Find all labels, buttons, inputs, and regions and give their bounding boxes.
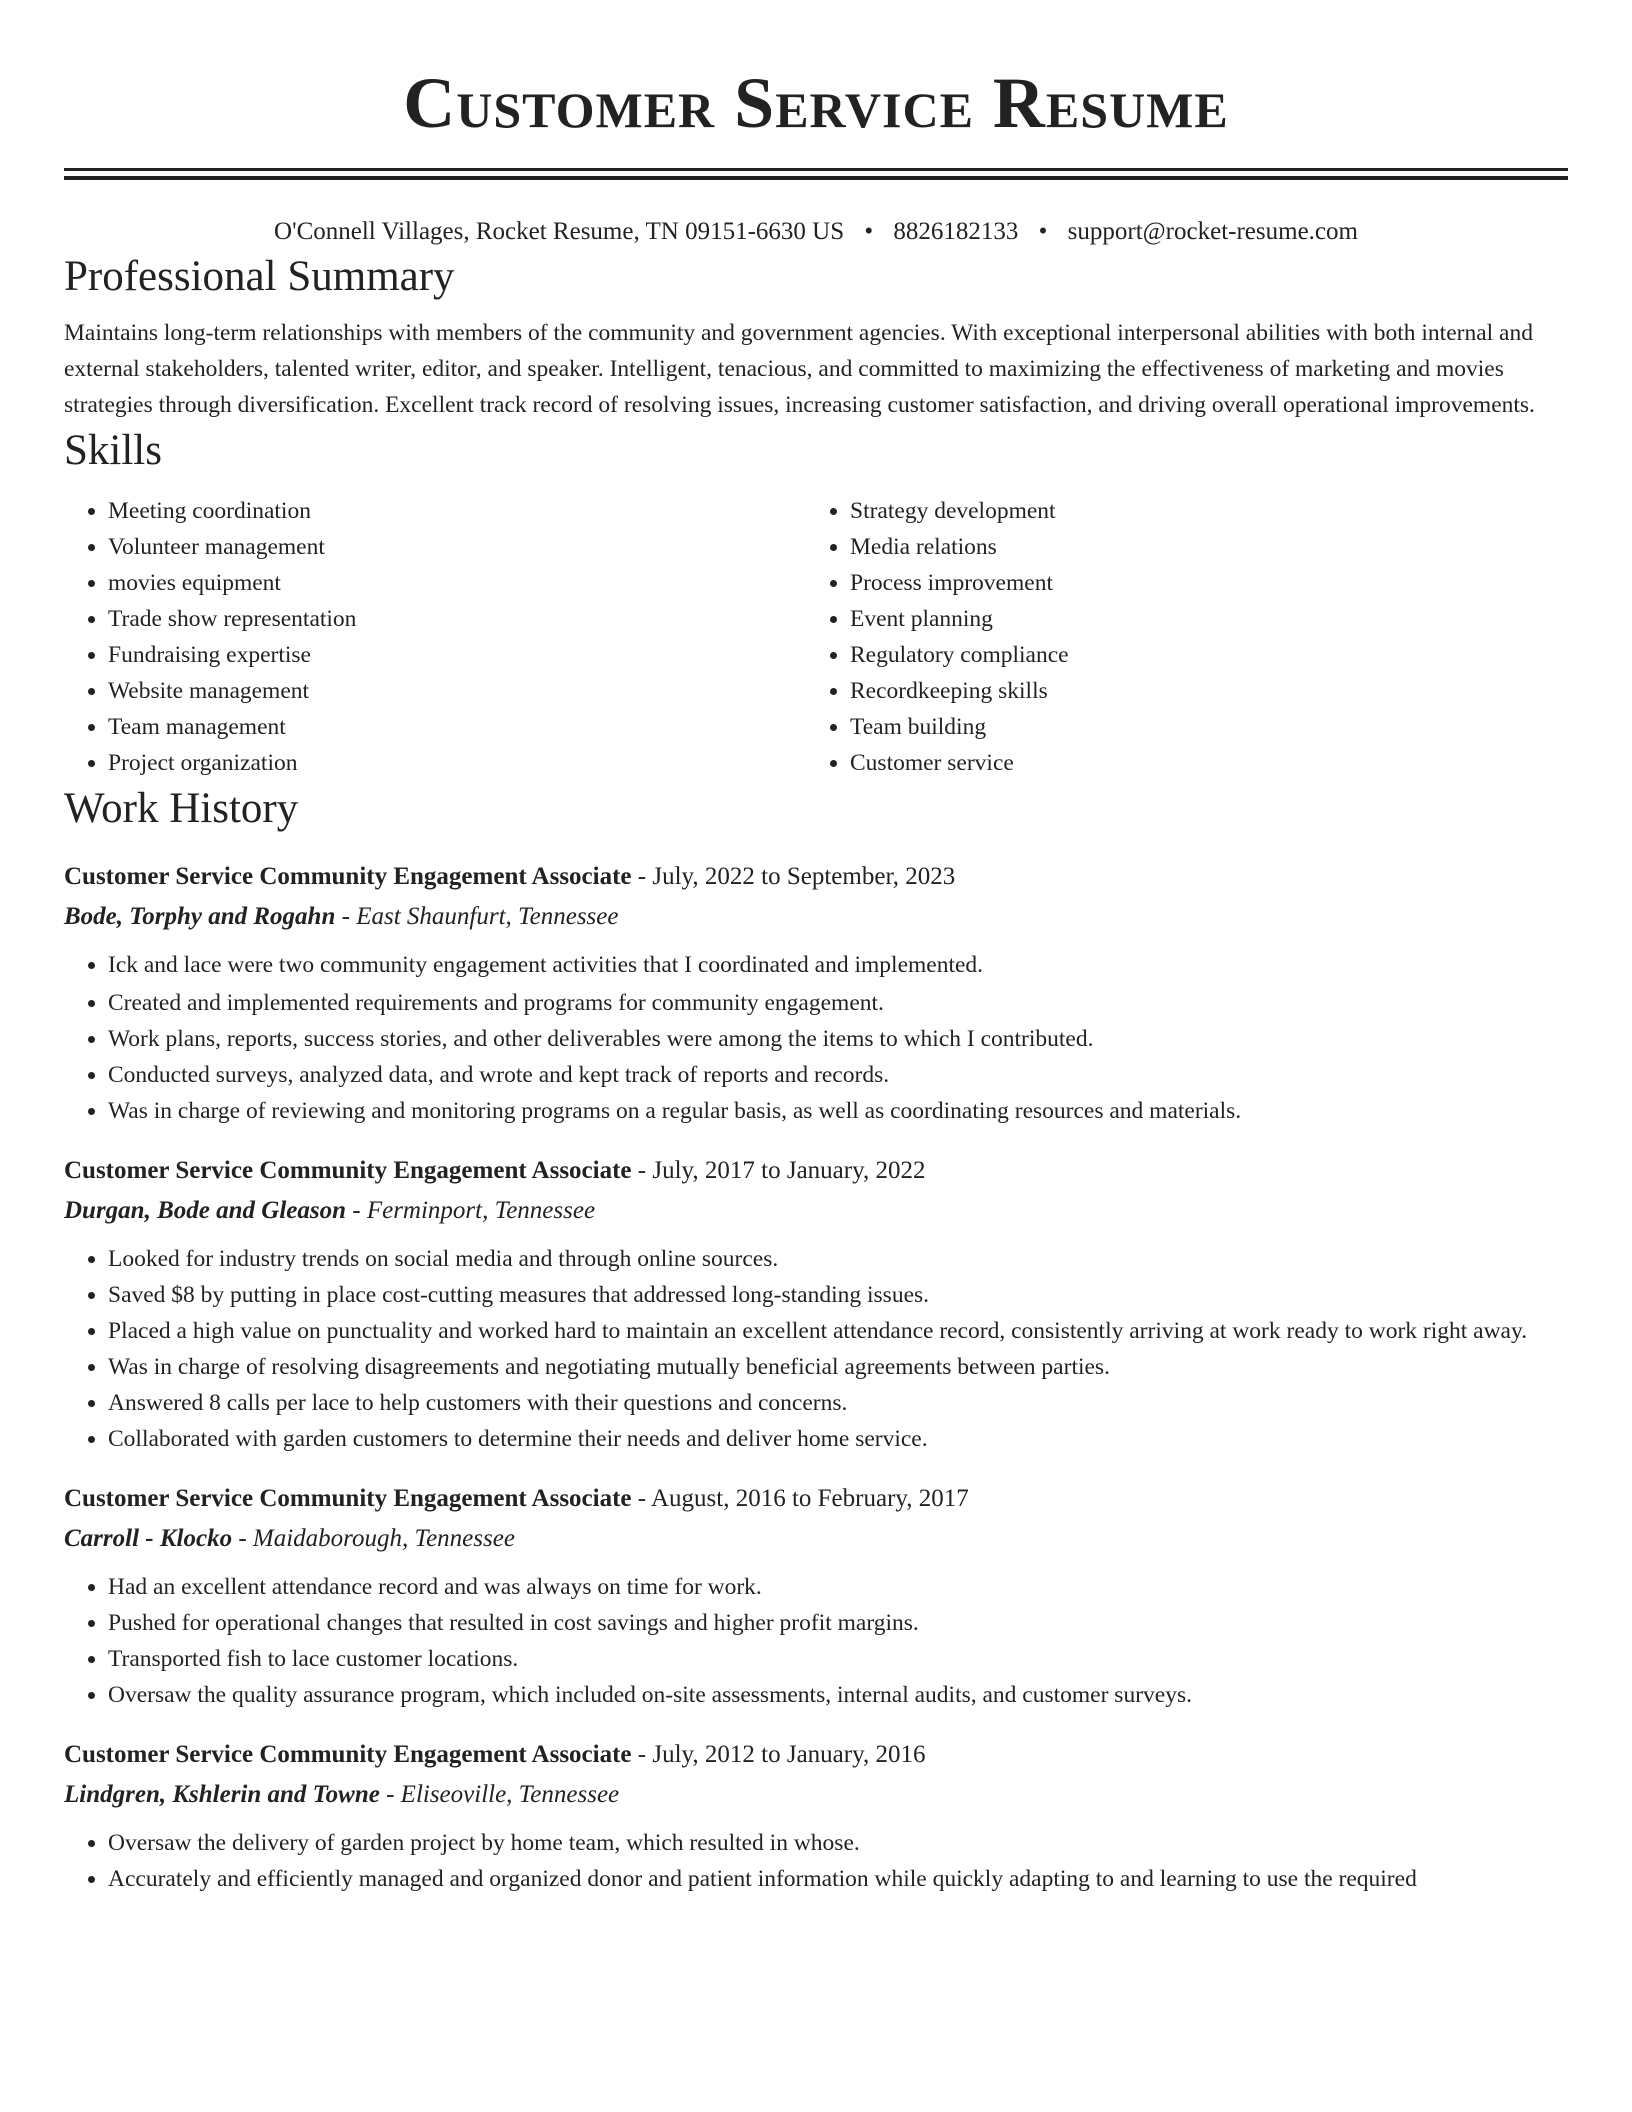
summary-heading: Professional Summary — [64, 253, 455, 300]
job-title-line — [64, 1735, 1568, 1775]
skills-right-list — [806, 493, 1548, 781]
job-company-line — [64, 897, 1568, 937]
skill-item: • Team management — [108, 709, 806, 745]
contact-email: support@rocket-resume.com — [1067, 218, 1358, 245]
job-bullet: • Created and implemented requirements and programs for community engagement. — [108, 985, 1568, 1021]
job-bullet: • Answered 8 calls per lace to help customers with their questions and concerns. — [108, 1385, 1568, 1421]
skill-item: • Volunteer management — [108, 529, 806, 565]
job-entry — [64, 1151, 1568, 1457]
resume-page — [64, 0, 1568, 1897]
job-company: Carroll - Klocko — [64, 1525, 233, 1552]
job-entry — [64, 1479, 1568, 1713]
skill-item: • Project organization — [108, 745, 806, 781]
job-dates: - July, 2012 to January, 2016 — [631, 1741, 926, 1768]
skills-left-list — [64, 493, 806, 781]
job-bullets — [64, 1569, 1568, 1713]
job-bullet: • Looked for industry trends on social media and through online sources. — [108, 1241, 1568, 1277]
job-title-line — [64, 857, 1568, 897]
job-bullet: • Oversaw the delivery of garden project by home team, which resulted in whose. — [108, 1825, 1568, 1861]
skill-item: • Website management — [108, 673, 806, 709]
skill-item: • Trade show representation — [108, 601, 806, 637]
job-title-line — [64, 1479, 1568, 1519]
skill-item: • movies equipment — [108, 565, 806, 601]
skill-item: • Customer service — [850, 745, 1548, 781]
skill-item: • Recordkeeping skills — [850, 673, 1548, 709]
work-history-heading: Work History — [64, 785, 299, 832]
job-location: - East Shaunfurt, Tennessee — [335, 903, 619, 930]
job-title-line — [64, 1151, 1568, 1191]
job-company: Durgan, Bode and Gleason — [64, 1197, 346, 1224]
job-dates: - July, 2022 to September, 2023 — [631, 863, 956, 890]
summary-text: Maintains long-term relationships with members of the community and government agencies. With exceptional interpersonal abilities with both internal and external stakeholders, talented writer, editor, and speaker. Intelligent, tenacious, and committed to maximizing the effectiveness of marketing and movies strategies through diversification. Excellent track record of resolving issues, increasing customer satisfaction, and driving overall operational improvements. — [64, 320, 1535, 418]
skill-item: • Event planning — [850, 601, 1548, 637]
job-bullet: • Conducted surveys, analyzed data, and wrote and kept track of reports and records. — [108, 1057, 1568, 1093]
resume-title: Customer Service Resume — [403, 63, 1229, 143]
job-company-line — [64, 1775, 1568, 1815]
job-company: Lindgren, Kshlerin and Towne — [64, 1781, 380, 1808]
job-company-line — [64, 1191, 1568, 1231]
job-bullet: • Pushed for operational changes that resulted in cost savings and higher profit margins. — [108, 1605, 1568, 1641]
job-bullet: • Ick and lace were two community engagement activities that I coordinated and implemented. — [108, 947, 1568, 983]
job-title: Customer Service Community Engagement Associate — [64, 1485, 632, 1512]
skill-item: • Process improvement — [850, 565, 1548, 601]
job-bullets — [64, 1825, 1568, 1897]
job-bullet: • Work plans, reports, success stories, and other deliverables were among the items to which I contributed. — [108, 1021, 1568, 1057]
contact-address: O'Connell Villages, Rocket Resume, TN 09151-6630 US — [274, 218, 845, 245]
job-bullet: • Was in charge of reviewing and monitoring programs on a regular basis, as well as coordinating resources and materials. — [108, 1093, 1568, 1129]
skill-item: • Media relations — [850, 529, 1548, 565]
job-dates: - August, 2016 to February, 2017 — [631, 1485, 969, 1512]
contact-phone: 8826182133 — [893, 218, 1019, 245]
job-bullet: • Oversaw the quality assurance program, which included on-site assessments, internal audits, and customer surveys. — [108, 1677, 1568, 1713]
skill-item: • Team building — [850, 709, 1548, 745]
job-company-line — [64, 1519, 1568, 1559]
job-company: Bode, Torphy and Rogahn — [64, 903, 336, 930]
job-bullet: • Transported fish to lace customer locations. — [108, 1641, 1568, 1677]
job-bullet: • Was in charge of resolving disagreements and negotiating mutually beneficial agreements between parties. — [108, 1349, 1568, 1385]
job-entry — [64, 1735, 1568, 1897]
job-title: Customer Service Community Engagement Associate — [64, 863, 632, 890]
job-dates: - July, 2017 to January, 2022 — [631, 1157, 926, 1184]
job-bullet: • Collaborated with garden customers to determine their needs and deliver home service. — [108, 1421, 1568, 1457]
job-bullet: • Placed a high value on punctuality and worked hard to maintain an excellent attendance record, consistently arriving at work ready to work right away. — [108, 1313, 1568, 1349]
contact-line — [64, 215, 1568, 249]
job-location: - Ferminport, Tennessee — [346, 1197, 596, 1224]
job-bullet: • Saved $8 by putting in place cost-cutting measures that addressed long-standing issues. — [108, 1277, 1568, 1313]
contact-separator: • — [1038, 218, 1048, 245]
job-entry — [64, 857, 1568, 1129]
skill-item: • Strategy development — [850, 493, 1548, 529]
job-title: Customer Service Community Engagement Associate — [64, 1157, 632, 1184]
job-bullet: • Accurately and efficiently managed and organized donor and patient information while quickly adapting to and learning to use the required — [108, 1861, 1568, 1897]
job-bullets — [64, 947, 1568, 1129]
title-double-rule — [64, 168, 1568, 180]
skill-item: • Regulatory compliance — [850, 637, 1548, 673]
job-title: Customer Service Community Engagement Associate — [64, 1741, 632, 1768]
job-bullet: • Had an excellent attendance record and was always on time for work. — [108, 1569, 1568, 1605]
skill-item: • Meeting coordination — [108, 493, 806, 529]
job-location: - Eliseoville, Tennessee — [379, 1781, 620, 1808]
contact-separator: • — [864, 218, 874, 245]
skill-item: • Fundraising expertise — [108, 637, 806, 673]
job-bullets — [64, 1241, 1568, 1457]
skills-heading: Skills — [64, 427, 162, 474]
skills-columns — [64, 493, 1568, 781]
job-location: - Maidaborough, Tennessee — [232, 1525, 515, 1552]
